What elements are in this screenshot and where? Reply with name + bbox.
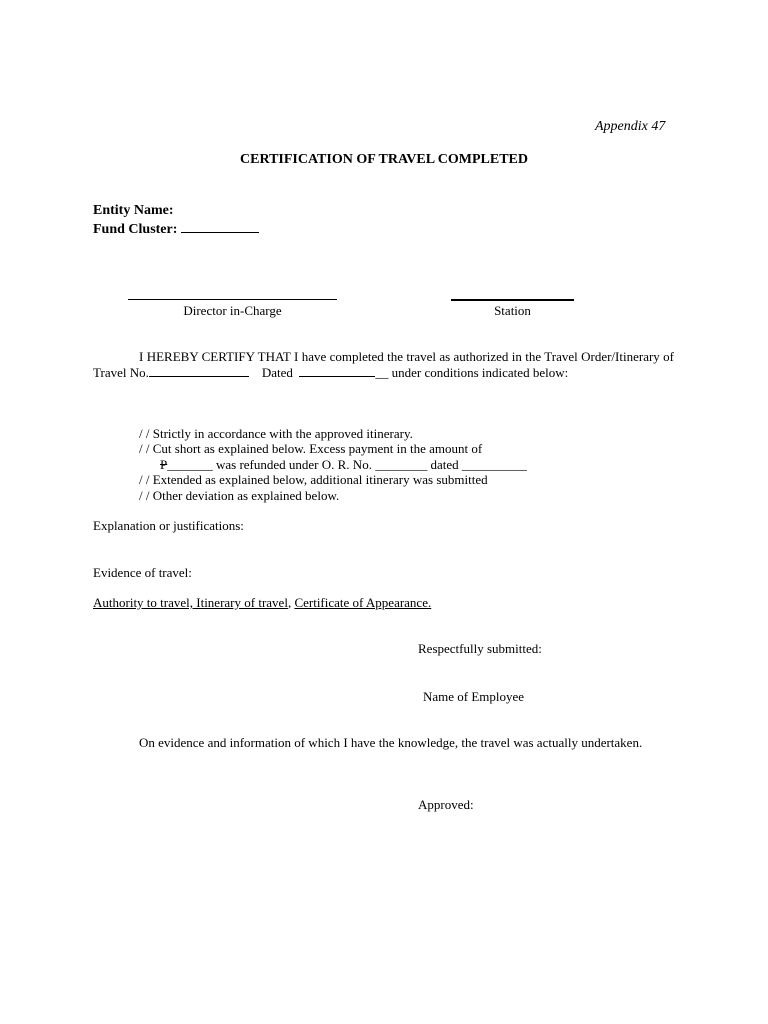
evidence-items [93,595,431,611]
director-label: Director in-Charge [183,303,282,318]
peso-sign: P [160,457,168,472]
on-evidence-paragraph [93,735,674,751]
director-signature-line [128,299,337,300]
explanation-label: Explanation or justifications: [93,518,244,533]
evidence-item-certificate: Certificate of Appearance. [294,595,432,610]
entity-name-label: Entity Name: [93,203,174,218]
fund-cluster-label: Fund Cluster: [93,222,178,237]
certify-text-3: __ under conditions indicated below: [375,364,569,380]
refund-text: _______ was refunded under O. R. No. ________ dated __________ [167,457,527,472]
document-title: CERTIFICATION OF TRAVEL COMPLETED [240,152,528,167]
evidence-label: Evidence of travel: [93,565,192,580]
evidence-item-authority: Authority to travel, Itinerary of travel [93,595,288,610]
appendix-number: Appendix 47 [595,119,666,134]
option-extended: / / Extended as explained below, additional itinerary was submitted [139,472,488,487]
fund-cluster-blank [181,220,259,233]
evidence-separator: , [287,595,292,610]
travel-no-blank [149,365,249,377]
dated-blank [299,365,375,377]
option-cut-short-refund [160,457,527,473]
certification-paragraph [93,349,674,380]
fund-cluster-row [93,220,259,238]
respectfully-submitted: Respectfully submitted: [418,641,542,656]
certify-text-1: I HEREBY CERTIFY THAT I have completed the travel as authorized in the Travel Order/Itinerary of Travel No. [93,349,674,380]
option-strictly: / / Strictly in accordance with the approved itinerary. [139,426,413,441]
on-evidence-text: On evidence and information of which I have the knowledge, the travel was actually undertaken. [139,735,643,750]
option-cut-short: / / Cut short as explained below. Excess payment in the amount of [139,441,483,456]
station-signature-line [451,299,574,301]
option-other-deviation: / / Other deviation as explained below. [139,488,340,503]
name-of-employee: Name of Employee [423,689,525,704]
certify-text-2: Dated [261,364,293,380]
approved-label: Approved: [418,797,474,812]
station-label: Station [494,303,531,318]
